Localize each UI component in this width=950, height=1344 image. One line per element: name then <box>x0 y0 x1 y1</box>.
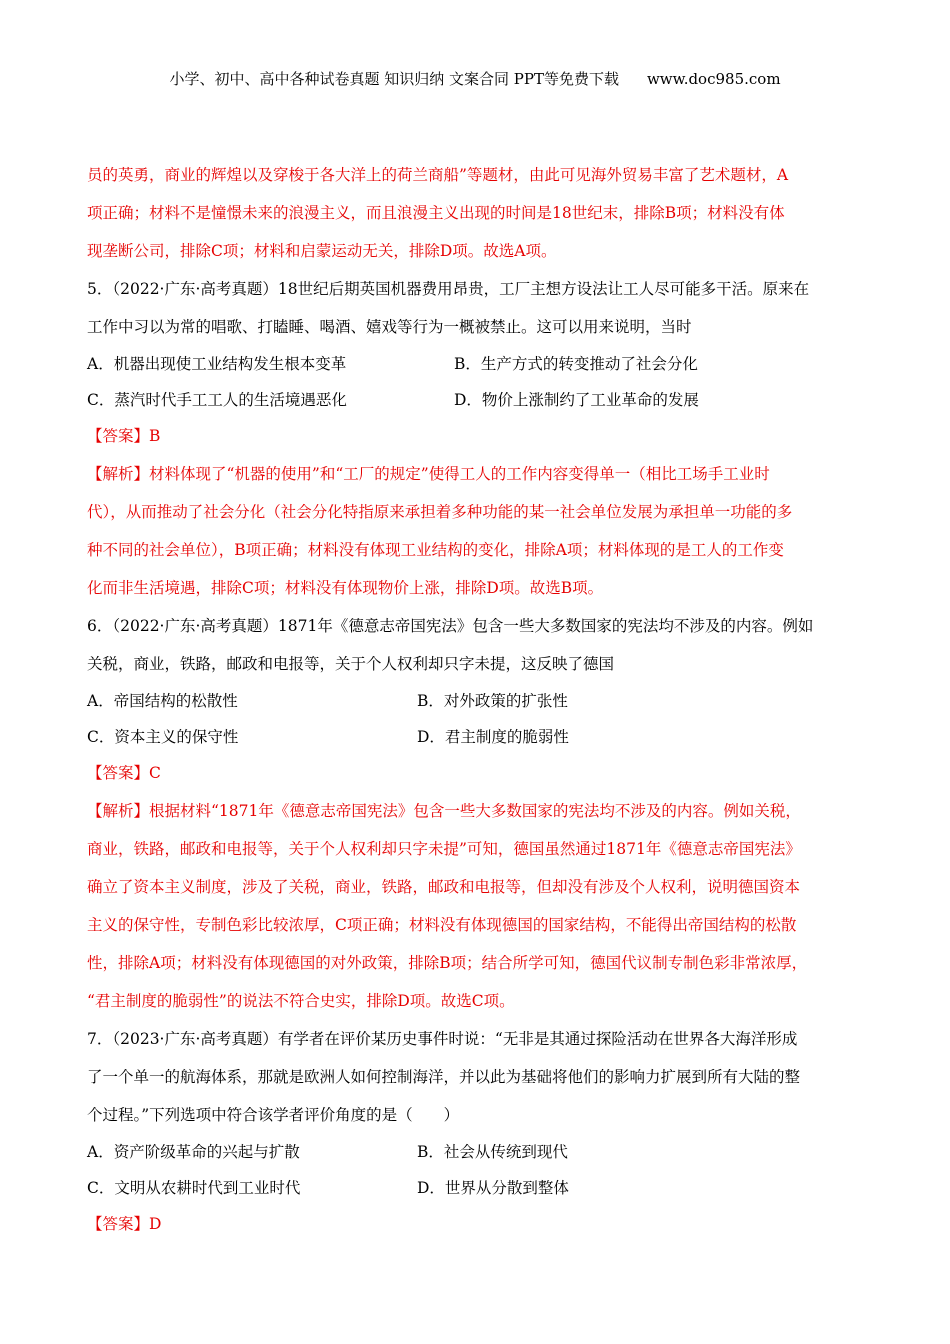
text-line: 5．（2022·广东·高考真题）18世纪后期英国机器费用昂贵，工厂主想方设法让工人尽可能多干活。原来在 <box>87 280 810 298</box>
text-line: “君主制度的脆弱性”的说法不符合史实，排除D项。故选C项。 <box>87 992 515 1010</box>
option-a[interactable]: A．帝国结构的松散性 <box>87 692 238 710</box>
text-line: 【解析】根据材料“1871年《德意志帝国宪法》包含一些大多数国家的宪法均不涉及的内容。例如关税， <box>87 802 801 820</box>
option-d[interactable]: D．物价上涨制约了工业革命的发展 <box>454 391 699 409</box>
options-row <box>87 719 873 755</box>
document-body <box>87 156 873 1243</box>
options-row <box>87 346 873 382</box>
option-c[interactable]: C．资本主义的保守性 <box>87 728 239 746</box>
answer-value: D <box>149 1215 162 1233</box>
text-line: 7．（2023·广东·高考真题）有学者在评价某历史事件时说：“无非是其通过探险活动在世界各大海洋形成 <box>87 1030 798 1048</box>
option-a[interactable]: A．机器出现使工业结构发生根本变革 <box>87 355 347 373</box>
options-row <box>87 382 873 418</box>
text-line: 现垄断公司，排除C项；材料和启蒙运动无关，排除D项。故选A项。 <box>87 242 557 260</box>
text-line: 商业，铁路，邮政和电报等，关于个人权利却只字未提”可知，德国虽然通过1871年《德意志帝国宪法》 <box>87 840 801 858</box>
answer-label: 【答案】 <box>87 427 150 445</box>
question-5 <box>87 270 873 607</box>
question-stem <box>87 607 873 683</box>
text-line: 代），从而推动了社会分化（社会分化特指原来承担着多种功能的某一社会单位发展为承担单一功能的多 <box>87 503 793 521</box>
option-a[interactable]: A．资产阶级革命的兴起与扩散 <box>87 1143 300 1161</box>
answer-label: 【答案】 <box>87 764 150 782</box>
answer <box>87 418 873 455</box>
options-row <box>87 1170 873 1206</box>
text-line: 种不同的社会单位），B项正确；材料没有体现工业结构的变化，排除A项；材料体现的是工人的工作变 <box>87 541 784 559</box>
prev-explanation <box>87 156 873 270</box>
question-stem <box>87 270 873 346</box>
text-line: 性，排除A项；材料没有体现德国的对外政策，排除B项；结合所学可知，德国代议制专制色彩非常浓厚， <box>87 954 808 972</box>
text-line: 【解析】材料体现了“机器的使用”和“工厂的规定”使得工人的工作内容变得单一（相比工场手工业时 <box>87 465 770 483</box>
options-row <box>87 683 873 719</box>
answer <box>87 1206 873 1243</box>
text-line: 工作中习以为常的唱歌、打瞌睡、喝酒、嬉戏等行为一概被禁止。这可以用来说明，当时 <box>87 318 692 336</box>
option-b[interactable]: B．对外政策的扩张性 <box>417 692 568 710</box>
option-c[interactable]: C．文明从农耕时代到工业时代 <box>87 1179 301 1197</box>
header-site-link[interactable]: www.doc985.com <box>646 70 781 88</box>
option-c[interactable]: C．蒸汽时代手工工人的生活境遇恶化 <box>87 391 347 409</box>
text-line: 个过程。”下列选项中符合该学者评价角度的是（ ） <box>87 1106 460 1124</box>
answer <box>87 755 873 792</box>
answer-value: B <box>149 427 161 445</box>
options-row <box>87 1134 873 1170</box>
text-line: 关税，商业，铁路，邮政和电报等，关于个人权利却只字未提，这反映了德国 <box>87 655 615 673</box>
answer-value: C <box>149 764 161 782</box>
text-line: 了一个单一的航海体系，那就是欧洲人如何控制海洋，并以此为基础将他们的影响力扩展到所有大陆的整 <box>87 1068 801 1086</box>
explanation <box>87 792 873 1020</box>
option-d[interactable]: D．君主制度的脆弱性 <box>417 728 569 746</box>
explanation <box>87 455 873 607</box>
question-6 <box>87 607 873 1020</box>
text-line: 项正确；材料不是憧憬未来的浪漫主义，而且浪漫主义出现的时间是18世纪末，排除B项；材料没有体 <box>87 204 785 222</box>
text-line: 6．（2022·广东·高考真题）1871年《德意志帝国宪法》包含一些大多数国家的宪法均不涉及的内容。例如 <box>87 617 814 635</box>
text-line: 化而非生活境遇，排除C项；材料没有体现物价上涨，排除D项。故选B项。 <box>87 579 604 597</box>
header-title: 小学、初中、高中各种试卷真题 知识归纳 文案合同 PPT等免费下载 <box>169 70 619 88</box>
question-stem <box>87 1020 873 1134</box>
answer-label: 【答案】 <box>87 1215 150 1233</box>
option-d[interactable]: D．世界从分散到整体 <box>417 1179 569 1197</box>
text-line: 主义的保守性，专制色彩比较浓厚，C项正确；材料没有体现德国的国家结构，不能得出帝国结构的松散 <box>87 916 797 934</box>
text-line: 员的英勇，商业的辉煌以及穿梭于各大洋上的荷兰商船”等题材，由此可见海外贸易丰富了艺术题材，A <box>87 166 789 184</box>
text-line: 确立了资本主义制度，涉及了关税，商业，铁路，邮政和电报等，但却没有涉及个人权利，说明德国资本 <box>87 878 801 896</box>
option-b[interactable]: B．社会从传统到现代 <box>417 1143 568 1161</box>
option-b[interactable]: B．生产方式的转变推动了社会分化 <box>454 355 698 373</box>
question-7 <box>87 1020 873 1243</box>
page-header <box>0 69 950 89</box>
